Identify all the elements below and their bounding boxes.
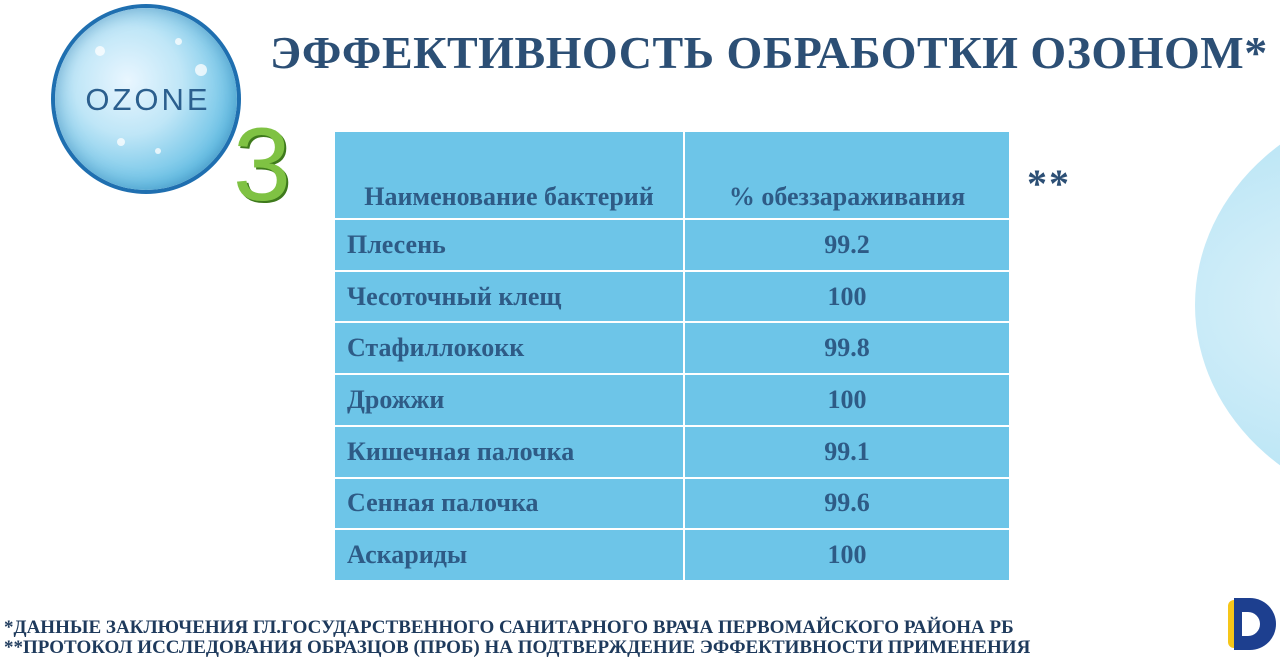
disinfection-value: 100 <box>684 374 1010 426</box>
bacteria-name: Аскариды <box>334 529 684 581</box>
bacteria-name: Сенная палочка <box>334 478 684 530</box>
corner-brand-logo <box>1228 598 1276 650</box>
column-header-disinfection: % обеззараживания <box>684 131 1010 219</box>
footnote-line: **ПРОТОКОЛ ИССЛЕДОВАНИЯ ОБРАЗЦОВ (ПРОБ) НА ПОДТВЕРЖДЕНИЕ ЭФФЕКТИВНОСТИ ПРИМЕНЕНИЯ <box>4 637 1031 658</box>
footnotes <box>4 618 1234 658</box>
table-row <box>334 529 1010 581</box>
table-header-row <box>334 131 1010 219</box>
footnote-line: *ДАННЫЕ ЗАКЛЮЧЕНИЯ ГЛ.ГОСУДАРСТВЕННОГО САНИТАРНОГО ВРАЧА ПЕРВОМАЙСКОГО РАЙОНА РБ <box>4 617 1014 638</box>
table-row <box>334 478 1010 530</box>
bacteria-name: Стафиллококк <box>334 322 684 374</box>
logo-bubble <box>95 46 105 56</box>
logo-bubble <box>175 38 182 45</box>
disinfection-value: 100 <box>684 271 1010 323</box>
table-row <box>334 271 1010 323</box>
page-title: ЭФФЕКТИВНОСТЬ ОБРАБОТКИ ОЗОНОМ* <box>270 27 1268 78</box>
disinfection-value: 99.2 <box>684 219 1010 271</box>
logo-bubble <box>195 64 207 76</box>
logo-wordmark: OZONE <box>85 82 211 117</box>
decorative-circle <box>1195 95 1280 515</box>
bacteria-name: Кишечная палочка <box>334 426 684 478</box>
column-header-bacteria: Наименование бактерий <box>334 131 684 219</box>
disinfection-value: 100 <box>684 529 1010 581</box>
table-row <box>334 322 1010 374</box>
logo-digit: 3 <box>233 107 291 223</box>
footnote-marker: ** <box>1027 161 1071 206</box>
bacteria-name: Плесень <box>334 219 684 271</box>
logo-bubble <box>155 148 161 154</box>
table-row <box>334 219 1010 271</box>
table-row <box>334 426 1010 478</box>
table-row <box>334 374 1010 426</box>
logo-bubble <box>117 138 125 146</box>
disinfection-value: 99.8 <box>684 322 1010 374</box>
ozone-logo <box>55 8 291 223</box>
disinfection-value: 99.6 <box>684 478 1010 530</box>
bacteria-name: Дрожжи <box>334 374 684 426</box>
bacteria-table <box>333 130 1011 582</box>
bacteria-name: Чесоточный клещ <box>334 271 684 323</box>
disinfection-value: 99.1 <box>684 426 1010 478</box>
